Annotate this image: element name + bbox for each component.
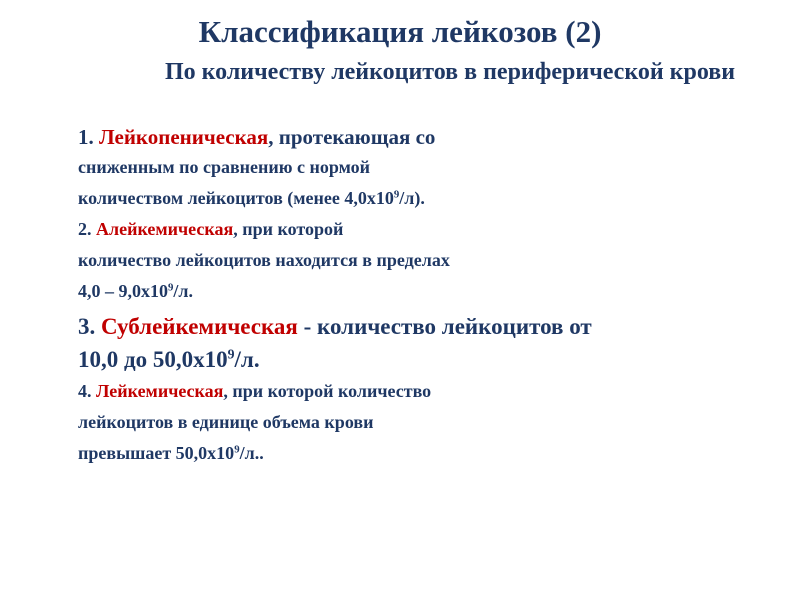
- item-3-text-2: 10,0 до 50,0х10: [78, 347, 228, 372]
- item-4-text-1: , при которой количество: [223, 381, 432, 401]
- classification-list: [78, 122, 718, 469]
- item-3-line-1: [78, 310, 718, 343]
- item-3-number: 3.: [78, 314, 96, 339]
- list-item-3: [78, 310, 718, 376]
- item-1-text-1: , протекающая со: [268, 125, 436, 149]
- item-1-term: Лейкопеническая: [99, 125, 269, 149]
- slide-title: Классификация лейкозов (2): [198, 14, 602, 49]
- item-1-line-1: [78, 122, 718, 152]
- item-1-line-2: сниженным по сравнению с нормой: [78, 157, 371, 177]
- item-2-line-2: количество лейкоцитов находится в пределах: [78, 250, 450, 270]
- item-2-term: Алейкемическая: [96, 219, 234, 239]
- item-1-line-3: [78, 183, 718, 214]
- item-4-line-2: лейкоцитов в единице объема крови: [78, 412, 374, 432]
- list-item-4: [78, 376, 718, 469]
- item-4-term: Лейкемическая: [96, 381, 224, 401]
- slide-subtitle: По количеству лейкоцитов в периферической крови: [164, 59, 736, 85]
- item-4-line-3: [78, 438, 718, 469]
- item-1-text-3: количеством лейкоцитов (менее 4,0х10: [78, 188, 394, 208]
- item-4-number: 4.: [78, 381, 92, 401]
- item-3-exponent: 9: [227, 346, 235, 362]
- list-item-2: [78, 214, 718, 307]
- item-2-text-3b: /л.: [173, 281, 194, 301]
- item-2-exponent: 9: [168, 281, 174, 294]
- item-2-line-3: [78, 276, 718, 307]
- item-4-exponent: 9: [234, 443, 240, 456]
- item-2-text-1: , при которой: [233, 219, 344, 239]
- item-3-line-2: [78, 343, 718, 376]
- item-4-text-3b: /л..: [239, 443, 264, 463]
- item-2-line-1: [78, 214, 718, 245]
- item-3-text-2b: /л.: [234, 347, 260, 372]
- item-4-line-1: [78, 376, 718, 407]
- item-2-number: 2.: [78, 219, 92, 239]
- item-2-text-3: 4,0 – 9,0х10: [78, 281, 168, 301]
- item-3-text-1: - количество лейкоцитов от: [297, 314, 592, 339]
- item-1-exponent: 9: [393, 188, 400, 201]
- item-1-number: 1.: [78, 125, 94, 149]
- item-1-text-3b: /л).: [399, 188, 425, 208]
- list-item-1: [78, 122, 718, 214]
- item-3-term: Сублейкемическая: [101, 314, 298, 339]
- item-4-text-3: превышает 50,0х10: [78, 443, 235, 463]
